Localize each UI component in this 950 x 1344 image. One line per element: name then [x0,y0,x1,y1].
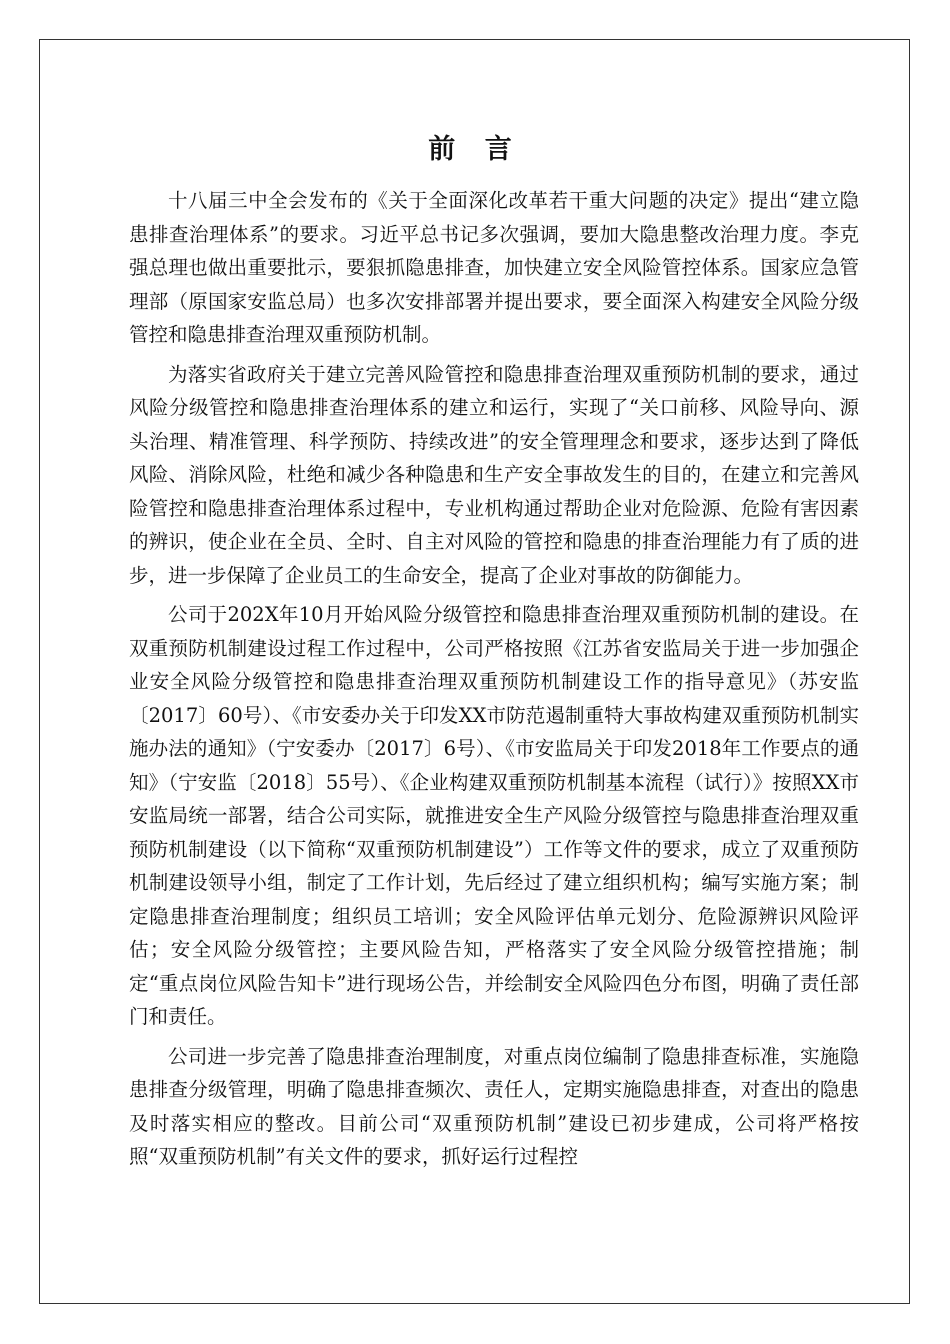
paragraph-1: 十八届三中全会发布的《关于全面深化改革若干重大问题的决定》提出“建立隐患排查治理体系”的要求。习近平总书记多次强调，要加大隐患整改治理力度。李克强总理也做出重要批示，要狠抓隐患排查，加快建立安全风险管控体系。国家应急管理部（原国家安监总局）也多次安排部署并提出要求，要全面深入构建安全风险分级管控和隐患排查治理双重预防机制。 [129,189,859,346]
document-body [129,184,859,1180]
paragraph-3: 公司于202X年10月开始风险分级管控和隐患排查治理双重预防机制的建设。在双重预防机制建设过程工作过程中，公司严格按照《江苏省安监局关于进一步加强企业安全风险分级管控和隐患排查治理双重预防机制建设工作的指导意见》（苏安监〔2017〕60号）、《市安委办关于印发XX市防范遏制重特大事故构建双重预防机制实施办法的通知》（宁安委办〔2017〕6号）、《市安监局关于印发2018年工作要点的通知》（宁安监〔2018〕55号）、《企业构建双重预防机制基本流程（试行）》按照XX市安监局统一部署，结合公司实际，就推进安全生产风险分级管控与隐患排查治理双重预防机制建设（以下简称“双重预防机制建设”）工作等文件的要求，成立了双重预防机制建设领导小组，制定了工作计划，先后经过了建立组织机构；编写实施方案；制定隐患排查治理制度；组织员工培训；安全风险评估单元划分、危险源辨识风险评估；安全风险分级管控；主要风险告知，严格落实了安全风险分级管控措施；制定“重点岗位风险告知卡”进行现场公告，并绘制安全风险四色分布图，明确了责任部门和责任。 [129,603,859,1028]
page-title: 前 言 [428,134,522,165]
paragraph-2: 为落实省政府关于建立完善风险管控和隐患排查治理双重预防机制的要求，通过风险分级管控和隐患排查治理体系的建立和运行，实现了“关口前移、风险导向、源头治理、精准管理、科学预防、持续改进”的安全管理理念和要求，逐步达到了降低风险、消除风险，杜绝和减少各种隐患和生产安全事故发生的目的，在建立和完善风险管控和隐患排查治理体系过程中，专业机构通过帮助企业对危险源、危险有害因素的辨识，使企业在全员、全时、自主对风险的管控和隐患的排查治理能力有了质的进步，进一步保障了企业员工的生命安全，提高了企业对事故的防御能力。 [129,362,859,587]
paragraph-4: 公司进一步完善了隐患排查治理制度，对重点岗位编制了隐患排查标准，实施隐患排查分级管理，明确了隐患排查频次、责任人，定期实施隐患排查，对查出的隐患及时落实相应的整改。目前公司“双重预防机制”建设已初步建成，公司将严格按照“双重预防机制”有关文件的要求，抓好运行过程控 [129,1044,859,1168]
